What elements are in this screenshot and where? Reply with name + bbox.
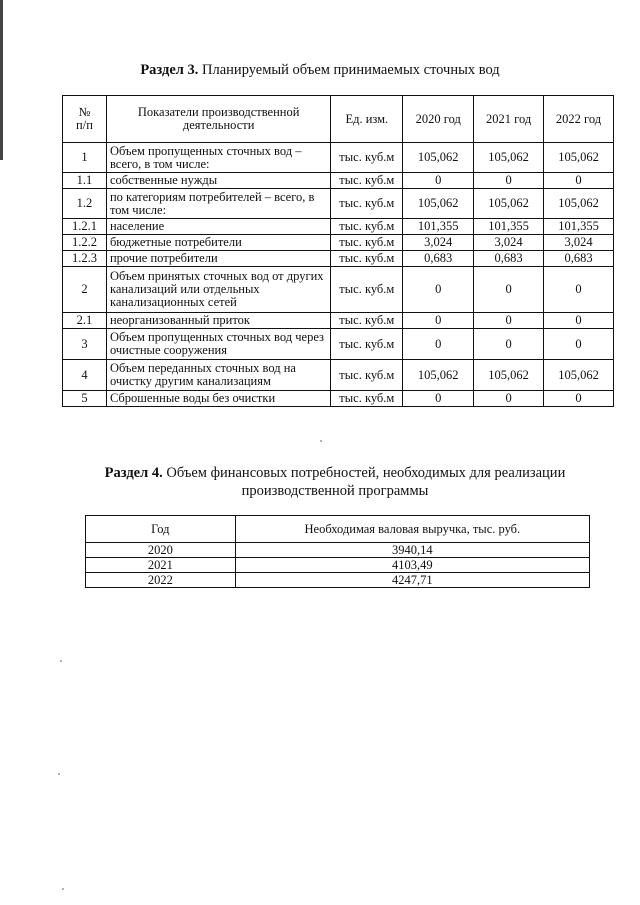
header-no-line2: п/п — [76, 118, 93, 132]
table-row — [63, 219, 614, 235]
table-header-row — [63, 96, 614, 143]
row-revenue: 4103,49 — [235, 558, 589, 573]
row-value-2020: 0 — [403, 173, 474, 189]
row-indicator: по категориям потребителей – всего, в том числе: — [106, 189, 330, 219]
row-year: 2021 — [86, 558, 236, 573]
header-indicator: Показатели производственной деятельности — [106, 96, 330, 143]
row-indicator: население — [106, 219, 330, 235]
section3-title: Планируемый объем принимаемых сточных вод — [202, 62, 500, 78]
row-value-2020: 101,355 — [403, 219, 474, 235]
header-unit: Ед. изм. — [331, 96, 403, 143]
row-value-2021: 105,062 — [474, 360, 544, 391]
row-value-2022: 0 — [544, 391, 614, 407]
row-unit: тыс. куб.м — [331, 235, 403, 251]
row-value-2021: 105,062 — [474, 189, 544, 219]
row-unit: тыс. куб.м — [331, 391, 403, 407]
row-number: 1.2 — [63, 189, 107, 219]
row-value-2020: 105,062 — [403, 360, 474, 391]
section4-heading — [70, 464, 600, 500]
section3-prefix: Раздел 3. — [140, 62, 199, 78]
row-indicator: собственные нужды — [106, 173, 330, 189]
wastewater-table — [62, 95, 614, 407]
row-value-2022: 0,683 — [544, 251, 614, 267]
revenue-table — [85, 515, 590, 588]
header-no-line1: № — [78, 105, 91, 119]
table-row — [86, 543, 590, 558]
row-number: 1.2.3 — [63, 251, 107, 267]
table-header-row — [86, 516, 590, 543]
table-row — [63, 189, 614, 219]
row-revenue: 4247,71 — [235, 573, 589, 588]
row-value-2022: 0 — [544, 173, 614, 189]
row-indicator: Объем переданных сточных вод на очистку другим канализациям — [106, 360, 330, 391]
scan-speck — [60, 660, 62, 662]
scan-speck — [62, 888, 64, 890]
row-unit: тыс. куб.м — [331, 219, 403, 235]
row-year: 2020 — [86, 543, 236, 558]
row-number: 2 — [63, 267, 107, 313]
row-value-2022: 105,062 — [544, 189, 614, 219]
row-value-2020: 0,683 — [403, 251, 474, 267]
row-value-2021: 0,683 — [474, 251, 544, 267]
row-value-2020: 0 — [403, 267, 474, 313]
row-value-2022: 105,062 — [544, 360, 614, 391]
row-indicator: прочие потребители — [106, 251, 330, 267]
row-unit: тыс. куб.м — [331, 267, 403, 313]
row-indicator: бюджетные потребители — [106, 235, 330, 251]
table-row — [63, 391, 614, 407]
row-value-2022: 3,024 — [544, 235, 614, 251]
table-row — [63, 313, 614, 329]
section4-prefix: Раздел 4. — [104, 465, 163, 481]
table-row — [63, 251, 614, 267]
header-year: Год — [86, 516, 236, 543]
row-value-2020: 3,024 — [403, 235, 474, 251]
table-row — [63, 235, 614, 251]
row-unit: тыс. куб.м — [331, 329, 403, 360]
row-value-2020: 105,062 — [403, 189, 474, 219]
row-number: 1.2.2 — [63, 235, 107, 251]
table-row — [63, 143, 614, 173]
row-number: 1 — [63, 143, 107, 173]
row-value-2021: 3,024 — [474, 235, 544, 251]
row-value-2022: 0 — [544, 313, 614, 329]
row-indicator: неорганизованный приток — [106, 313, 330, 329]
header-no — [63, 96, 107, 143]
table-row — [63, 360, 614, 391]
row-unit: тыс. куб.м — [331, 251, 403, 267]
row-value-2022: 105,062 — [544, 143, 614, 173]
row-year: 2022 — [86, 573, 236, 588]
row-value-2022: 0 — [544, 329, 614, 360]
section3-heading — [0, 62, 640, 79]
row-indicator: Объем пропущенных сточных вод через очистные сооружения — [106, 329, 330, 360]
row-indicator: Сброшенные воды без очистки — [106, 391, 330, 407]
row-revenue: 3940,14 — [235, 543, 589, 558]
row-number: 5 — [63, 391, 107, 407]
row-indicator: Объем принятых сточных вод от других канализаций или отдельных канализационных сетей — [106, 267, 330, 313]
row-number: 4 — [63, 360, 107, 391]
header-revenue: Необходимая валовая выручка, тыс. руб. — [235, 516, 589, 543]
scan-speck — [320, 440, 322, 442]
row-value-2020: 0 — [403, 329, 474, 360]
table-row — [86, 558, 590, 573]
row-value-2021: 101,355 — [474, 219, 544, 235]
row-value-2020: 105,062 — [403, 143, 474, 173]
section4-title: Объем финансовых потребностей, необходимых для реализации производственной программы — [166, 465, 566, 499]
header-2020: 2020 год — [403, 96, 474, 143]
table-row — [86, 573, 590, 588]
row-number: 2.1 — [63, 313, 107, 329]
scan-speck — [58, 773, 60, 775]
row-unit: тыс. куб.м — [331, 313, 403, 329]
row-number: 3 — [63, 329, 107, 360]
row-unit: тыс. куб.м — [331, 143, 403, 173]
header-2021: 2021 год — [474, 96, 544, 143]
row-value-2021: 0 — [474, 329, 544, 360]
row-value-2021: 0 — [474, 173, 544, 189]
row-value-2021: 105,062 — [474, 143, 544, 173]
table-row — [63, 267, 614, 313]
row-unit: тыс. куб.м — [331, 360, 403, 391]
table-row — [63, 173, 614, 189]
table-row — [63, 329, 614, 360]
row-indicator: Объем пропущенных сточных вод – всего, в том числе: — [106, 143, 330, 173]
row-number: 1.2.1 — [63, 219, 107, 235]
row-value-2022: 101,355 — [544, 219, 614, 235]
row-value-2021: 0 — [474, 267, 544, 313]
scan-edge-mark — [0, 0, 3, 160]
row-value-2021: 0 — [474, 391, 544, 407]
row-number: 1.1 — [63, 173, 107, 189]
row-value-2020: 0 — [403, 313, 474, 329]
row-value-2020: 0 — [403, 391, 474, 407]
header-2022: 2022 год — [544, 96, 614, 143]
row-value-2021: 0 — [474, 313, 544, 329]
row-unit: тыс. куб.м — [331, 173, 403, 189]
row-unit: тыс. куб.м — [331, 189, 403, 219]
row-value-2022: 0 — [544, 267, 614, 313]
